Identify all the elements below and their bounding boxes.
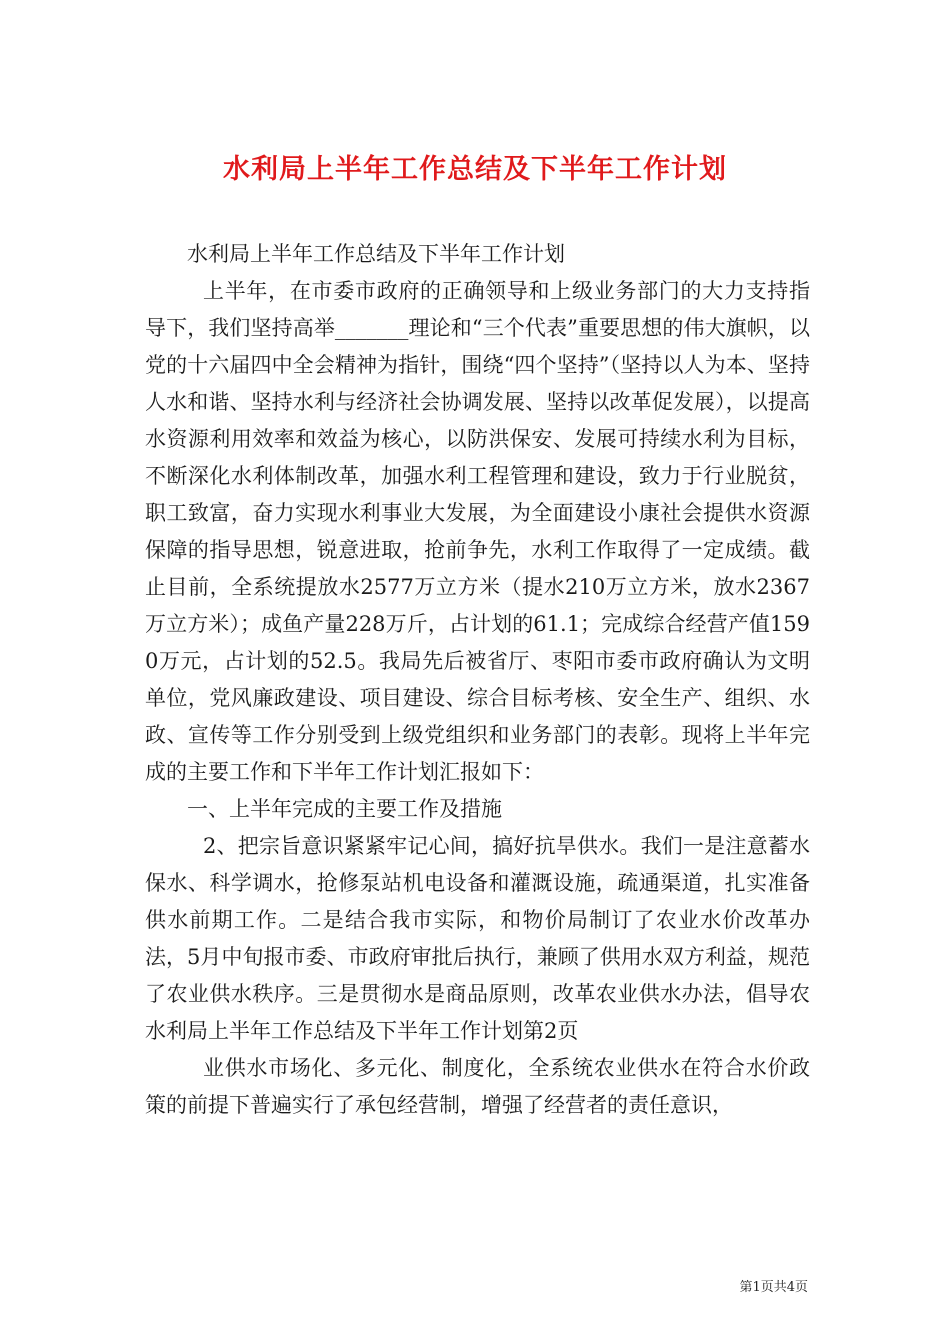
document-body <box>145 236 810 1124</box>
paragraph-market-supply: 业供水市场化、多元化、制度化，全系统农业供水在符合水价政策的前提下普遍实行了承包经营制，增强了经营者的责任意识， <box>145 1056 810 1117</box>
document-title: 水利局上半年工作总结及下半年工作计划 <box>223 154 727 186</box>
page-number-footer: 第1页共4页 <box>739 1280 808 1295</box>
paragraph-intro: 上半年，在市委市政府的正确领导和上级业务部门的大力支持指导下，我们坚持高举_______理论和“三个代表”重要思想的伟大旗帜，以党的十六届四中全会精神为指针，围绕“四个坚持”（坚持以人为本、坚持人水和谐、坚持水利与经济社会协调发展、坚持以改革促发展），以提高水资源利用效率和效益为核心，以防洪保安、发展可持续水利为目标，不断深化水利体制改革，加强水利工程管理和建设，致力于行业脱贫，职工致富，奋力实现水利事业大发展，为全面建设小康社会提供水资源保障的指导思想，锐意进取，抢前争先，水利工作取得了一定成绩。截止目前，全系统提放水2577万立方米（提水210万立方米，放水2367万立方米）；成鱼产量228万斤，占计划的61.1；完成综合经营产值1590万元，占计划的52.5。我局先后被省厅、枣阳市委市政府确认为文明单位，党风廉政建设、项目建设、综合目标考核、安全生产、组织、水政、宣传等工作分别受到上级党组织和业务部门的表彰。现将上半年完成的主要工作和下半年工作计划汇报如下： <box>145 279 810 784</box>
paragraph-drought-supply: 2、把宗旨意识紧紧牢记心间，搞好抗旱供水。我们一是注意蓄水保水、科学调水，抢修泵站机电设备和灌溉设施，疏通渠道，扎实准备供水前期工作。二是结合我市实际，和物价局制订了农业水价改革办法，5月中旬报市委、市政府审批后执行，兼顾了供用水双方利益，规范了农业供水秩序。三是贯彻水是商品原则，改革农业供水办法，倡导农水利局上半年工作总结及下半年工作计划第2页 <box>145 834 810 1043</box>
paragraph-section-heading: 一、上半年完成的主要工作及措施 <box>187 797 502 821</box>
paragraph-subtitle: 水利局上半年工作总结及下半年工作计划 <box>187 242 565 266</box>
